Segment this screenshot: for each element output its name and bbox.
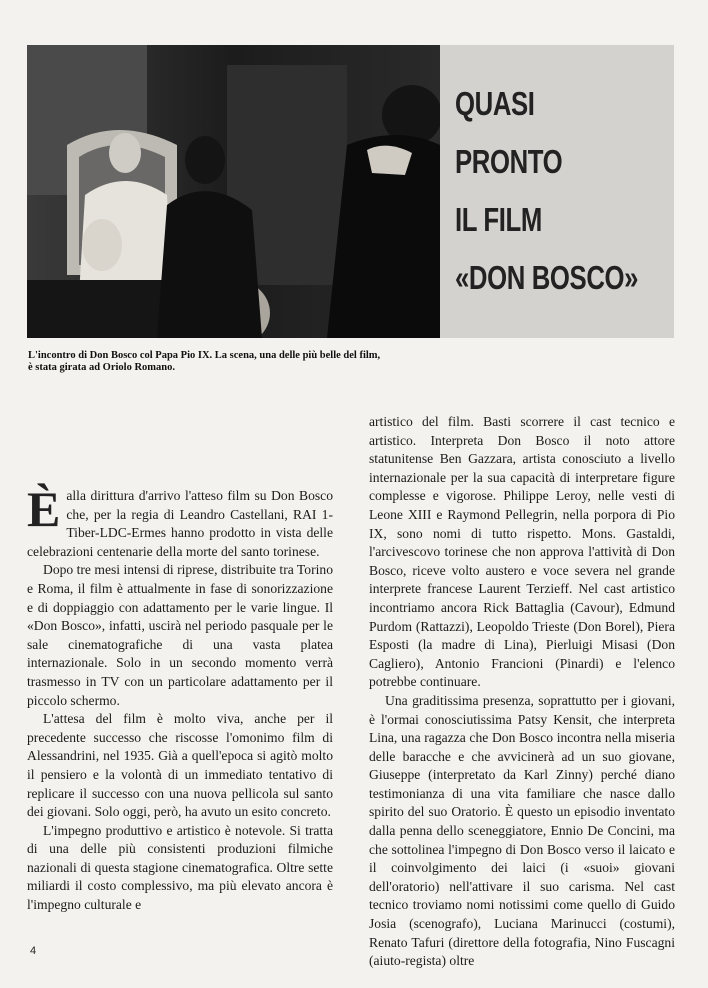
title-line-1: QUASI: [455, 85, 535, 122]
caption-line-2: è stata girata ad Oriolo Romano.: [28, 362, 175, 373]
article-column-left: [27, 481, 333, 915]
paragraph: Dopo tre mesi intensi di riprese, distribuite tra Torino e Roma, il film è attualmente in fase di sonorizzazione e di doppiaggio con adattamento per le varie lingue. Il «Don Bosco», infatti, uscirà nel periodo pasquale per le sale cinematografiche di una vasta platea internazionale. Solo in un secondo momento verrà trasmesso in TV con un particolare adattamento per il piccolo schermo.: [27, 562, 333, 708]
title-line-2: PRONTO: [455, 143, 563, 180]
paragraph: Èalla dirittura d'arrivo l'atteso film su Don Bosco che, per la regia di Leandro Castellani, RAI 1-Tiber-LDC-Ermes hanno prodotto in vista delle celebrazioni centenarie della morte del santo torinese.: [27, 481, 333, 559]
paragraph: Una graditissima presenza, soprattutto per i giovani, è l'ormai conosciutissima Patsy Kensit, che interpreta Lina, una ragazza che Don Bosco incontra nella miseria delle baracche e che avvicinerà ad un suo giovane, Giuseppe (interpretato da Karl Zinny) perché diano testimonianza di una vita familiare che nasce dallo spirito del suo Oratorio. È questo un episodio inventato dalla penna dello sceneggiatore, Ennio De Concini, ma che sottolinea l'impegno di Don Bosco verso il laicato e il coinvolgimento dei laici (i «suoi» giovani dell'oratorio) nell'attivare il suo carisma. Nel cast tecnico troviamo nomi notissimi come quello di Guido Josia (scenografo), Luciana Marinucci (costumi), Renato Tafuri (direttore della fotografia, Nino Fuscagni (aiuto-regista) oltre: [369, 692, 675, 969]
film-still-photo: [27, 45, 440, 338]
drop-cap: È: [27, 481, 61, 537]
title-line-3: IL FILM: [455, 201, 542, 238]
paragraph: L'impegno produttivo e artistico è notevole. Si tratta di una delle più consistenti produzioni filmiche nazionali di questa stagione cinematografica. Oltre sette miliardi il costo complessivo, ma più elevato ancora è l'impegno culturale e: [27, 822, 333, 913]
paragraph: L'attesa del film è molto viva, anche per il precedente successo che riscosse l'omonimo film di Alessandrini, nel 1935. Già a quell'epoca si agitò molto il pensiero e la volontà di un immediato tentativo di replicare il successo con una nuova pellicola sul santo dei giovani. Solo oggi, però, ha avuto un esito concreto.: [27, 711, 333, 820]
photo-illustration: [27, 45, 440, 338]
article-title: [455, 75, 638, 307]
paragraph: artistico del film. Basti scorrere il cast tecnico e artistico. Interpreta Don Bosco il noto attore statunitense Ben Gazzara, artista conosciuto a livello internazionale per la sua capacità di interpretare figure complesse e vigorose. Philippe Leroy, nelle vesti di Leone XIII e Raymond Pellegrin, nella porpora di Pio IX, sono nomi di tutto rispetto. Mons. Gastaldi, l'arcivescovo torinese che non approva l'attività di Don Bosco, riceve volto austero e voce severa nel grande interprete francese Laurent Terzieff. Nel cast artistico incontriamo ancora Rick Battaglia (Cavour), Edmund Purdom (Rattazzi), Leopoldo Trieste (Don Borel), Piera Esposti (la madre di Lina), Pierluigi Misasi (Don Cagliero), Antonio Francioni (Pinardi) e l'elenco potrebbe continuare.: [369, 414, 675, 690]
photo-caption: [28, 350, 468, 374]
title-panel: [440, 45, 674, 338]
caption-line-1: L'incontro di Don Bosco col Papa Pio IX. La scena, una delle più belle del film,: [28, 350, 381, 361]
article-column-right: [369, 413, 675, 971]
page-number: 4: [30, 945, 37, 957]
title-line-4: «DON BOSCO»: [455, 259, 639, 296]
